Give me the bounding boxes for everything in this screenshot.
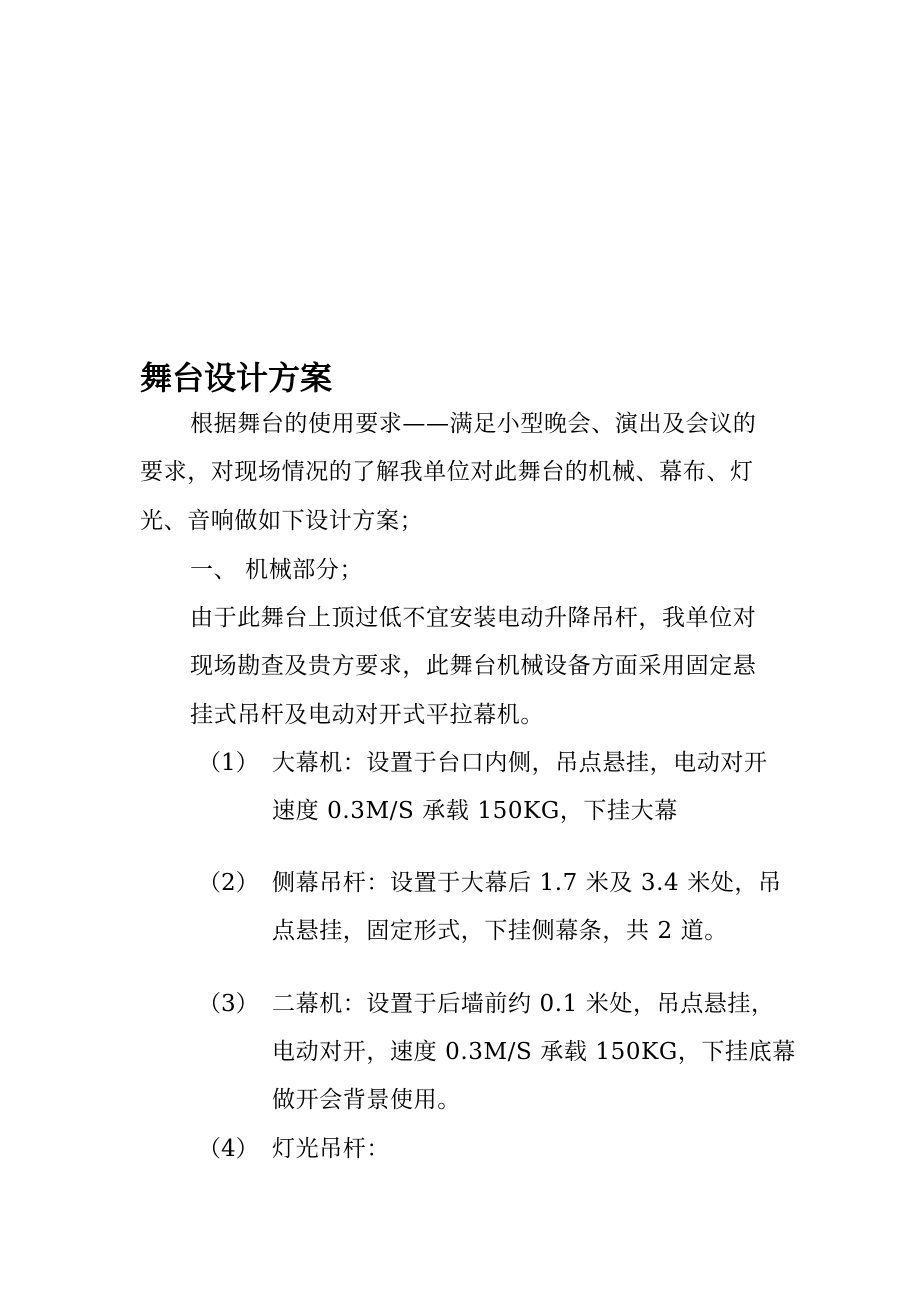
intro-line: 光、音响做如下设计方案； — [140, 508, 424, 534]
list-item-line: 速度 0.3M/S 承载 150KG，下挂大幕 — [272, 798, 678, 824]
list-item-number: （4） — [198, 1136, 259, 1162]
intro-line: 要求，对现场情况的了解我单位对此舞台的机械、幕布、灯 — [140, 459, 754, 485]
document-title: 舞台设计方案 — [140, 359, 333, 397]
section-heading: 一、 机械部分； — [190, 557, 364, 583]
list-item-line: 电动对开，速度 0.3M/S 承载 150KG，下挂底幕 — [272, 1039, 796, 1065]
list-item-line: 灯光吊杆： — [272, 1136, 390, 1162]
section-body-line: 挂式吊杆及电动对开式平拉幕机。 — [190, 702, 544, 728]
list-item-number: （2） — [198, 870, 259, 896]
intro-line: 根据舞台的使用要求——满足小型晚会、演出及会议的 — [190, 411, 757, 437]
list-item-number: （1） — [198, 750, 259, 776]
list-item-line: 大幕机：设置于台口内侧，吊点悬挂，电动对开 — [272, 750, 768, 776]
list-item-number: （3） — [198, 991, 259, 1017]
list-item-line: 点悬挂，固定形式，下挂侧幕条，共 2 道。 — [272, 918, 728, 944]
list-item-line: 侧幕吊杆：设置于大幕后 1.7 米及 3.4 米处，吊 — [272, 870, 782, 896]
section-body-line: 现场勘查及贵方要求，此舞台机械设备方面采用固定悬 — [190, 653, 757, 679]
list-item-line: 二幕机：设置于后墙前约 0.1 米处，吊点悬挂， — [272, 991, 775, 1017]
list-item-line: 做开会背景使用。 — [272, 1087, 461, 1113]
section-body-line: 由于此舞台上顶过低不宜安装电动升降吊杆，我单位对 — [190, 605, 757, 631]
